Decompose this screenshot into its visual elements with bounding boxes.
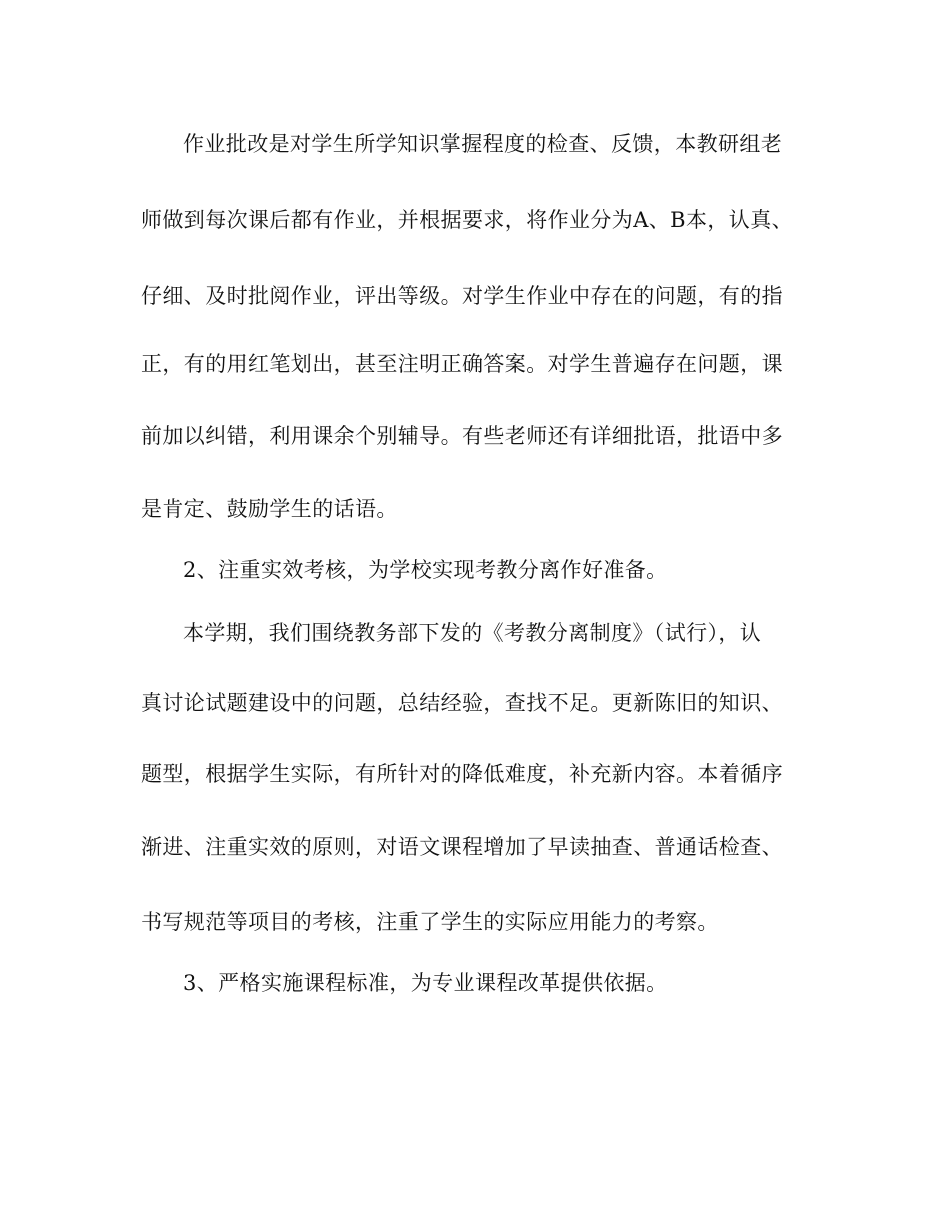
- paragraph-2-line-1: 本学期，我们围绕教务部下发的《考教分离制度》（试行），认: [183, 621, 762, 645]
- paragraph-2-line-4: 渐进、注重实效的原则，对语文课程增加了早读抽查、普通话检查、: [141, 835, 783, 859]
- paragraph-1-line-4: 正，有的用红笔划出，甚至注明正确答案。对学生普遍存在问题，课: [141, 352, 783, 376]
- paragraph-1-line-6: 是肯定、鼓励学生的话语。: [141, 497, 398, 521]
- paragraph-1-line-2: 师做到每次课后都有作业，并根据要求，将作业分为A、B本，认真、: [141, 208, 793, 232]
- paragraph-2-line-5: 书写规范等项目的考核，注重了学生的实际应用能力的考察。: [141, 910, 719, 934]
- section-heading-3: 3、严格实施课程标准，为专业课程改革提供依据。: [183, 971, 668, 995]
- paragraph-2-line-2: 真讨论试题建设中的问题，总结经验，查找不足。更新陈旧的知识、: [141, 691, 783, 715]
- paragraph-1-line-3: 仔细、及时批阅作业，评出等级。对学生作业中存在的问题，有的指: [141, 284, 783, 308]
- paragraph-1-line-5: 前加以纠错，利用课余个别辅导。有些老师还有详细批语，批语中多: [141, 424, 783, 448]
- section-heading-2: 2、注重实效考核，为学校实现考教分离作好准备。: [183, 558, 668, 582]
- paragraph-1-line-1: 作业批改是对学生所学知识掌握程度的检查、反馈，本教研组老: [183, 132, 783, 156]
- paragraph-2-line-3: 题型，根据学生实际，有所针对的降低难度，补充新内容。本着循序: [141, 762, 783, 786]
